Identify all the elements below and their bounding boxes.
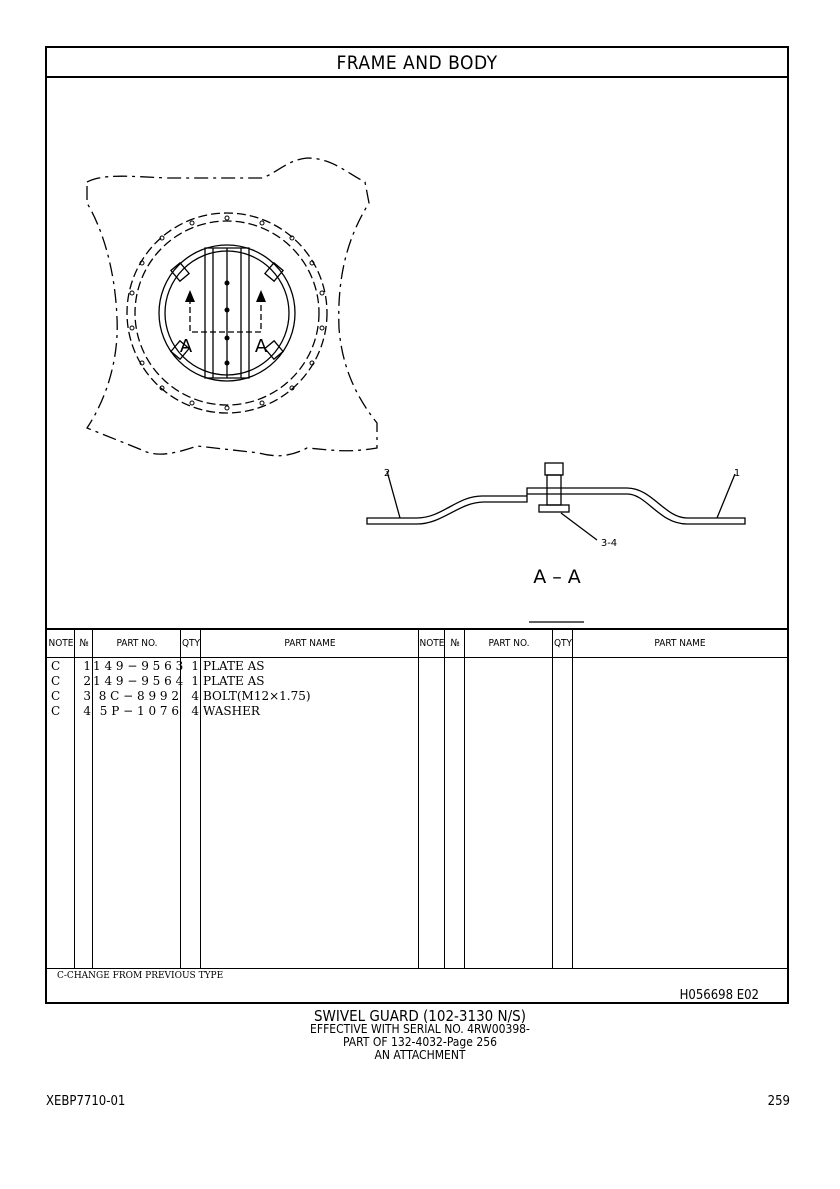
callout-1: 1 — [733, 468, 741, 479]
row-part-no: 1 4 9 − 9 5 6 3 — [93, 659, 184, 673]
row-no: 2 — [83, 674, 91, 688]
section-label: A – A — [533, 566, 581, 588]
header-note-right: NOTE — [419, 638, 445, 649]
page-title: FRAME AND BODY — [47, 48, 787, 78]
header-qty: QTY — [181, 638, 201, 649]
row-qty: 1 — [191, 674, 199, 688]
row-part-no: 8 C − 8 9 9 2 — [98, 689, 179, 703]
row-note: C — [51, 659, 61, 673]
row-qty: 4 — [191, 689, 199, 703]
header-qty-right: QTY — [553, 638, 573, 649]
row-part-no: 5 P − 1 0 7 6 — [99, 704, 179, 718]
caption-title: SWIVEL GUARD (102-3130 N/S) — [313, 1007, 527, 1025]
page-number: 259 — [767, 1094, 790, 1109]
callout-2: 2 — [383, 468, 391, 479]
section-letter-left: A — [179, 336, 193, 357]
page-frame — [45, 46, 789, 1004]
row-qty: 4 — [191, 704, 199, 718]
table-row — [47, 689, 419, 704]
row-no: 3 — [83, 689, 91, 703]
caption-serial: EFFECTIVE WITH SERIAL NO. 4RW00398- — [310, 1022, 530, 1036]
col-note-right — [419, 630, 445, 968]
row-note: C — [51, 689, 61, 703]
header-note: NOTE — [48, 638, 74, 649]
table-row — [47, 704, 419, 719]
col-no-right — [445, 630, 465, 968]
row-no: 4 — [83, 704, 91, 718]
header-part-name: PART NAME — [284, 638, 336, 649]
drawing-svg — [47, 78, 787, 628]
header-part-name-right: PART NAME — [654, 638, 706, 649]
section-letter-right: A — [254, 336, 268, 357]
row-part-name: PLATE AS — [203, 659, 265, 673]
callout-3-4: 3-4 — [600, 538, 618, 549]
row-part-name: WASHER — [203, 704, 260, 718]
col-qty-right — [553, 630, 573, 968]
row-no: 1 — [83, 659, 91, 673]
table-row — [47, 674, 419, 689]
change-footnote: C-CHANGE FROM PREVIOUS TYPE — [57, 971, 224, 981]
row-qty: 1 — [191, 659, 199, 673]
row-part-name: BOLT(M12×1.75) — [203, 689, 311, 703]
col-partno-right — [465, 630, 553, 968]
row-note: C — [51, 704, 61, 718]
row-note: C — [51, 674, 61, 688]
footnote-divider — [47, 968, 787, 969]
drawing-code: H056698 E02 — [679, 988, 759, 1003]
technical-drawing — [47, 78, 787, 628]
frame-outline — [87, 158, 377, 456]
table-row — [47, 659, 419, 674]
header-part-no: PART NO. — [116, 638, 158, 649]
caption-attachment: AN ATTACHMENT — [374, 1048, 466, 1062]
parts-table — [47, 628, 787, 968]
header-part-no-right: PART NO. — [488, 638, 530, 649]
row-part-no: 1 4 9 − 9 5 6 4 — [93, 674, 184, 688]
header-no-right: № — [450, 638, 460, 649]
caption-part-of: PART OF 132-4032-Page 256 — [343, 1035, 497, 1049]
header-no: № — [79, 638, 89, 649]
row-part-name: PLATE AS — [203, 674, 265, 688]
section-view — [367, 463, 745, 622]
document-id: XEBP7710-01 — [46, 1094, 126, 1109]
